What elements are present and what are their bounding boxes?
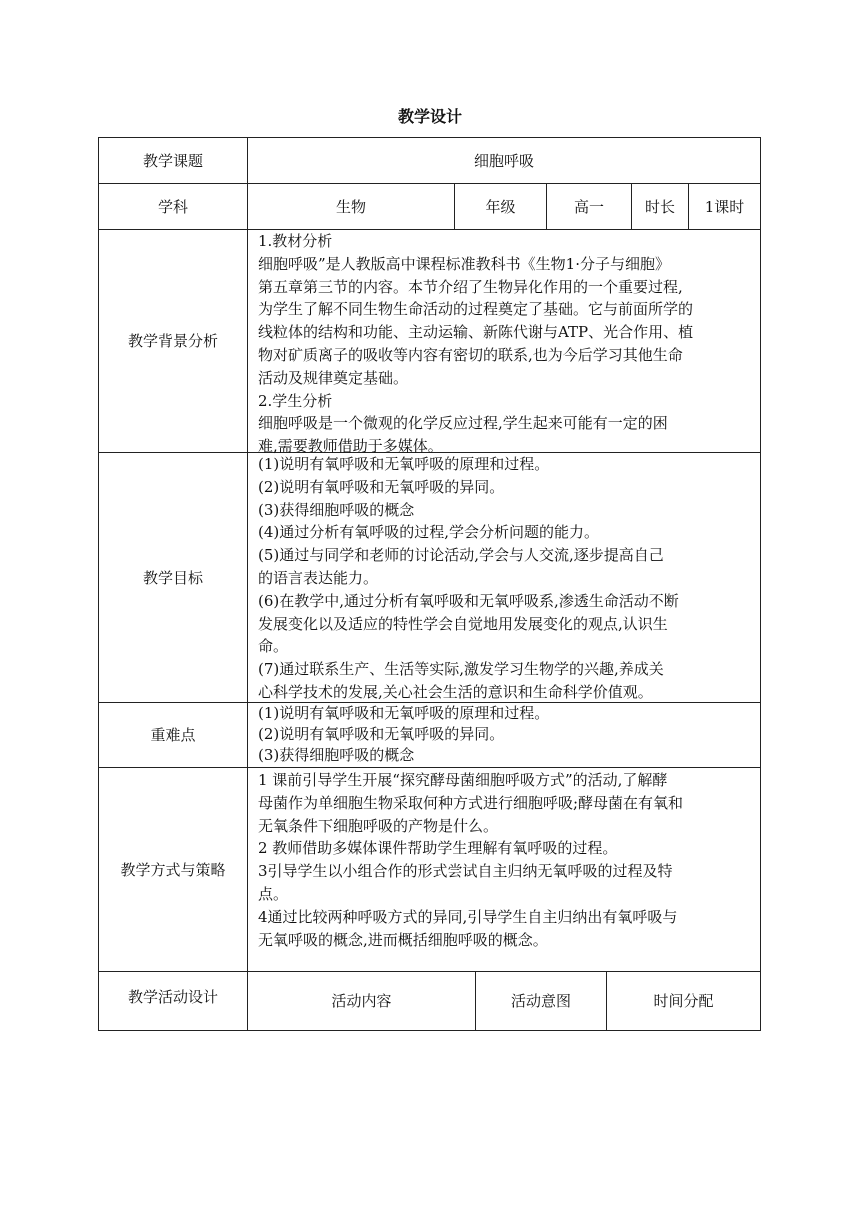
time-allocation-header: 时间分配 (653, 992, 714, 1010)
key-point-line: (2)说明有氧呼吸和无氧呼吸的异同。 (258, 725, 505, 743)
objective-line: (3)获得细胞呼吸的概念 (258, 500, 415, 519)
background-line: 1.教材分析 (258, 232, 333, 250)
table-border-bottom (98, 1030, 761, 1031)
objective-line: (6)在教学中,通过分析有氧呼吸和无氧呼吸系,渗透生命活动不断 (258, 591, 679, 610)
duration-value: 1课时 (704, 197, 745, 216)
table-border-right (760, 137, 761, 1031)
grade-label: 年级 (485, 197, 516, 216)
objective-line: (2)说明有氧呼吸和无氧呼吸的异同。 (258, 477, 505, 496)
background-line: 难,需要教师借助于多媒体。 (258, 437, 443, 456)
activity-content-header: 活动内容 (331, 992, 392, 1010)
background-line: 细胞呼吸”是人教版高中课程标准教科书《生物1·分子与细胞》 (258, 254, 670, 273)
background-line: 线粒体的结构和功能、主动运输、新陈代谢与ATP、光合作用、植 (258, 323, 694, 342)
objective-line: (5)通过与同学和老师的讨论活动,学会与人交流,逐步提高自己 (258, 546, 664, 565)
label-column-divider (247, 137, 248, 1031)
method-line: 3引导学生以小组合作的形式尝试自主归纳无氧呼吸的过程及特 (258, 862, 673, 881)
topic-value: 细胞呼吸 (473, 151, 534, 170)
background-line: 2.学生分析 (258, 391, 333, 410)
method-line: 点。 (258, 884, 289, 903)
objective-line: 发展变化以及适应的特性学会自觉地用发展变化的观点,认识生 (258, 614, 668, 633)
document-title: 教学设计 (397, 107, 462, 126)
background-line: 活动及规律奠定基础。 (258, 368, 409, 387)
background-line: 细胞呼吸是一个微观的化学反应过程,学生起来可能有一定的困 (258, 414, 668, 433)
key-point-line: (3)获得细胞呼吸的概念 (258, 746, 415, 764)
objective-line: (4)通过分析有氧呼吸的过程,学会分析问题的能力。 (258, 523, 600, 542)
background-line: 第五章第三节的内容。本节介绍了生物异化作用的一个重要过程, (258, 277, 683, 296)
key-points-label: 重难点 (150, 726, 196, 744)
objective-line: (7)通过联系生产、生活等实际,激发学习生物学的兴趣,养成关 (258, 660, 664, 679)
objective-line: 的语言表达能力。 (258, 568, 379, 587)
key-point-line: (1)说明有氧呼吸和无氧呼吸的原理和过程。 (258, 704, 550, 722)
activity-label: 教学活动设计 (127, 988, 218, 1006)
method-line: 4通过比较两种呼吸方式的异同,引导学生自主归纳出有氧呼吸与 (258, 907, 678, 926)
background-content (258, 230, 693, 458)
objectives-label: 教学目标 (142, 568, 203, 587)
key-points-content (258, 703, 549, 766)
method-line: 1 课前引导学生开展“探究酵母菌细胞呼吸方式”的活动,了解酵 (258, 771, 668, 789)
topic-label: 教学课题 (142, 151, 203, 170)
method-line: 无氧呼吸的概念,进而概括细胞呼吸的概念。 (258, 930, 548, 949)
objective-line: 命。 (258, 637, 289, 656)
duration-label: 时长 (644, 197, 675, 216)
activity-purpose-header: 活动意图 (510, 992, 571, 1010)
methods-content (258, 769, 683, 951)
background-line: 物对矿质离子的吸收等内容有密切的联系,也为今后学习其他生命 (258, 345, 683, 364)
method-line: 母菌作为单细胞生物采取何种方式进行细胞呼吸;酵母菌在有氧和 (258, 793, 684, 812)
background-label: 教学背景分析 (127, 332, 218, 350)
methods-label: 教学方式与策略 (120, 860, 226, 879)
method-line: 无氧条件下细胞呼吸的产物是什么。 (258, 816, 499, 835)
objective-line: 心科学技术的发展,关心社会生活的意识和生命科学价值观。 (258, 682, 653, 701)
subject-value: 生物 (335, 197, 366, 216)
method-line: 2 教师借助多媒体课件帮助学生理解有氧呼吸的过程。 (258, 839, 618, 858)
grade-value: 高一 (573, 197, 604, 216)
objectives-content (258, 453, 679, 704)
background-line: 为学生了解不同生物生命活动的过程奠定了基础。它与前面所学的 (258, 300, 694, 319)
subject-label: 学科 (157, 197, 188, 216)
objective-line: (1)说明有氧呼吸和无氧呼吸的原理和过程。 (258, 455, 550, 473)
